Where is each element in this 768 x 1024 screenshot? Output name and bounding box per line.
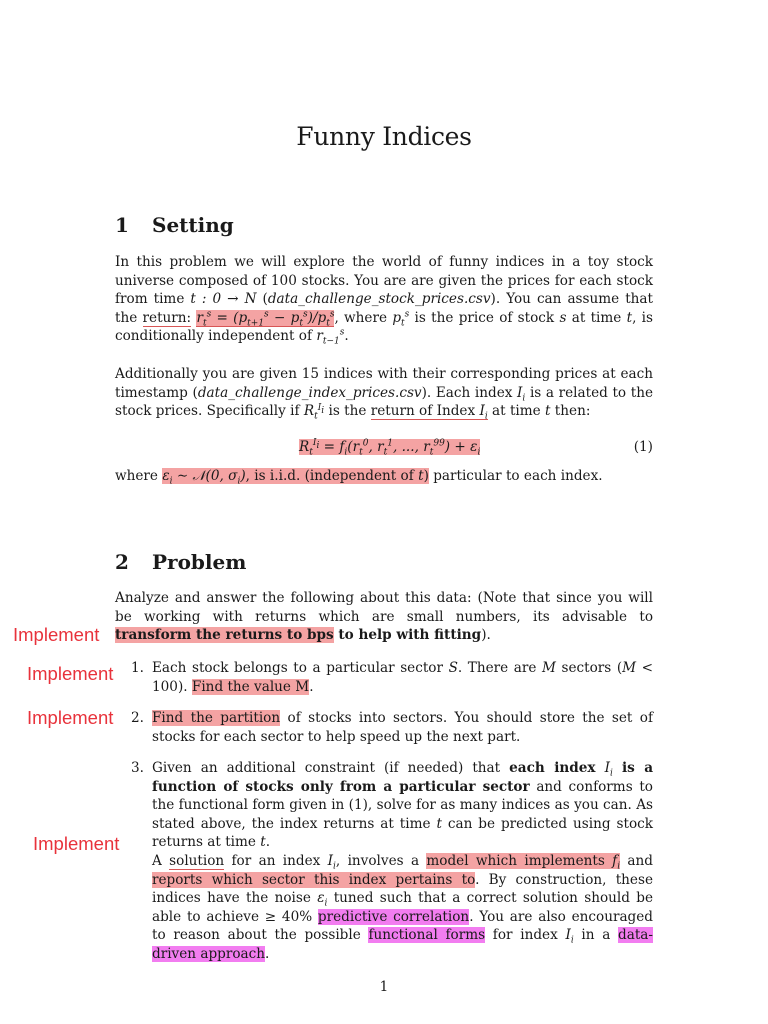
implement-annotation: Implement [27, 707, 114, 728]
item-number: 3. [131, 760, 144, 776]
text: return of Index [370, 403, 476, 420]
text: can be predicted using stock returns at time [152, 815, 653, 851]
section-heading-setting [115, 213, 234, 237]
text: is the price of stock [409, 309, 560, 326]
section-number: 2 [115, 550, 129, 574]
text: where [115, 468, 163, 484]
implement-annotation: Implement [13, 624, 100, 645]
section-title: Problem [152, 550, 247, 574]
implement-annotation: Implement [33, 833, 120, 854]
text: at time [566, 309, 627, 326]
return-of-index-term: return of Index $I_i$ [370, 403, 488, 422]
text: , involves a [335, 852, 427, 869]
return-formula: $r_t^s = (p_{t+1}^s - p_t^s)/p_t^s$ [196, 309, 335, 329]
text: , is conditionally independent of [115, 309, 654, 345]
page-number: 1 [379, 979, 389, 995]
text: In this problem we will explore the world of funny indices in a toy stock universe composed of 100 stocks. You are are given the prices for each stock from time [115, 254, 653, 308]
text: then: [550, 403, 591, 420]
section-title: Setting [152, 213, 234, 237]
implement-annotation: Implement [27, 663, 114, 684]
document-title: Funny Indices [296, 122, 472, 151]
text: ( [256, 291, 268, 308]
text: is a related to the stock prices. Specifically if [115, 384, 654, 420]
noise-formula: $\varepsilon_i$ ∼ 𝒩(0, $\sigma_i$), is i.i.d. (independent of t) [162, 468, 429, 487]
text: each index [509, 760, 596, 776]
reports-sector-highlight: reports which sector this index pertains to [152, 871, 476, 888]
setting-paragraph-1: In this problem we will explore the world of funny indices in a toy stock universe composed of 100 stocks. You are are given the prices for each stock from time t : 0 → N (data_challenge_stock_prices.csv). You can assume that the return: $r_t^s = (p_{t+1}^s - p_t^s)/p_t^s$, where $p_t^s$ is the price of stock s at time t, is conditionally independent of $r_{t-1}^s$. [115, 254, 654, 348]
text: ). [177, 678, 188, 695]
model-highlight: model which implements $f_i$ [426, 852, 621, 872]
text: for index [485, 927, 566, 944]
text: tuned such that a correct solution should be able to achieve ≥ 40% [152, 890, 653, 925]
functional-forms-highlight: functional forms [368, 927, 486, 944]
section-heading-problem [115, 550, 246, 574]
text: ). [481, 627, 491, 644]
text: ). You can assume that the [115, 291, 653, 326]
equation-1 [115, 439, 653, 459]
predictive-correlation-highlight: predictive correlation [317, 908, 470, 925]
index-return-formula: $R_t^{I_i} = f_i(r_t^0$, $r_t^1$, ..., $r_t^{99}) + \varepsilon_i$ [299, 438, 481, 458]
text: ). Each index [421, 384, 518, 401]
noise-definition [115, 467, 653, 486]
text: and [620, 852, 653, 869]
equation-tag: (1) [633, 439, 653, 455]
item-number: 2. [131, 710, 144, 726]
setting-paragraph-2: Additionally you are given 15 indices with their corresponding prices at each timestamp (data_challenge_index_prices.csv). Each index $I_i$ is a related to the stock prices. Specifically if $R_t^{I_i}$ is the return of Index $I_i$ at time t then: [115, 366, 654, 422]
text: Additionally you are given 15 indices with their corresponding prices at each timestamp ( [115, 366, 653, 401]
time-range: t : 0 → N [190, 291, 257, 308]
text: for an index [224, 852, 328, 869]
item-number: 1. [131, 660, 144, 676]
problem-intro [115, 589, 653, 645]
data-driven-highlight: data-driven approach [152, 927, 653, 962]
section-number: 1 [115, 213, 129, 237]
text: Analyze and answer the following about this data: (Note that since you will be working with returns which are small numbers, its advisable to [115, 590, 653, 625]
text: A [152, 852, 170, 869]
transform-bps-highlight: transform the returns to bps [115, 627, 334, 644]
stock-prices-filename: data_challenge_stock_prices.csv [267, 291, 491, 308]
solution-term: solution [169, 852, 225, 869]
list-item-1: 1. Each stock belongs to a particular sector S. There are M sectors (M < 100). Find the value M. [131, 660, 654, 695]
text: , where [334, 309, 393, 326]
text: in a [573, 927, 619, 944]
text: model which implements [426, 852, 605, 869]
text: . [265, 945, 270, 962]
text: and conforms to the functional form given in (1), solve for as many indices as you can. As stated above, the index returns at time [152, 778, 653, 832]
text: particular to each index. [428, 468, 603, 484]
list-item-2 [131, 709, 653, 746]
text: Each stock belongs to a particular sector [152, 660, 449, 676]
text: is a function of stocks only from a particular sector [152, 760, 654, 795]
text: sectors ( [555, 660, 623, 676]
text: , is i.i.d. (independent of [245, 468, 419, 484]
text: to help with fitting [333, 627, 482, 644]
return-term: return: [142, 309, 192, 326]
text: . You are also encouraged to reason about the possible [152, 908, 653, 944]
text: . There are [457, 660, 542, 676]
find-m-highlight: Find the value M [191, 678, 310, 695]
text: is the [324, 403, 371, 420]
text: of stocks into sectors. You should store the set of stocks for each sector to help speed up the next part. [152, 710, 653, 745]
index-prices-filename: data_challenge_index_prices.csv [197, 384, 422, 401]
text: Given an additional constraint (if needed) that [152, 760, 510, 776]
list-item-3: 3. Given an additional constraint (if needed) that each index $I_i$ is a function of stocks only from a particular sector and conforms to the functional form given in (1), solve for as many indices as you can. As stated above, the index returns at time t can be predicted using stock returns at time t. A solution for an index $I_i$, involves a model which implements $f_i$ and reports which sector this index pertains to. By construction, these indices have the noise $\varepsilon_i$ tuned such that a correct solution should be able to achieve ≥ 40% predictive correlation. You are also encouraged to reason about the possible functional forms for index $I_i$ in a data-driven approach. [131, 760, 654, 962]
find-partition-highlight: Find the partition [152, 710, 281, 726]
text: . By construction, these indices have the noise [152, 871, 653, 907]
text: at time [487, 403, 546, 420]
